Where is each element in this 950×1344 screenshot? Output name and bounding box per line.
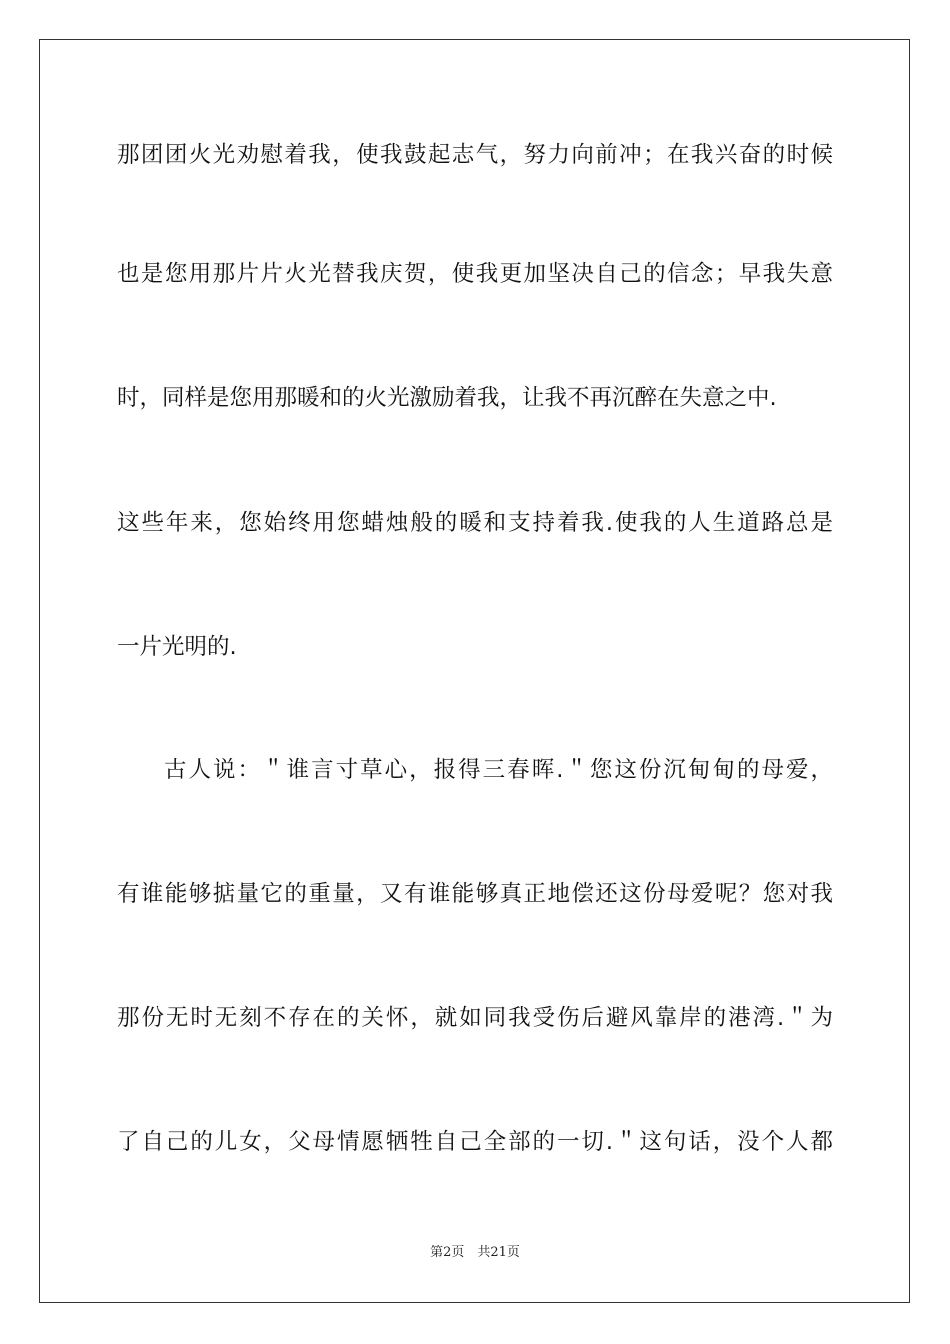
paragraph-start-line: 古人说：＂谁言寸草心，报得三春晖.＂您这份沉甸甸的母爱， [164, 757, 833, 783]
text-line-2: 也是您用那片片火光替我庆贺，使我更加坚决自己的信念；早我失意 [117, 261, 833, 287]
page-number-footer: 第2页 共21页 [430, 1245, 520, 1260]
text-line-4: 这些年来，您始终用您蜡烛般的暖和支持着我.使我的人生道路总是 [117, 510, 833, 536]
text-line-9: 了自己的儿女，父母情愿牺牲自己全部的一切.＂这句话，没个人都 [117, 1129, 833, 1155]
text-line-3: 时，同样是您用那暖和的火光激励着我，让我不再沉醉在失意之中. [117, 385, 777, 411]
page-frame [39, 39, 910, 1303]
text-line-1: 那团团火光劝慰着我，使我鼓起志气，努力向前冲；在我兴奋的时候 [117, 142, 833, 168]
text-line-7: 有谁能够掂量它的重量，又有谁能够真正地偿还这份母爱呢？您对我 [117, 881, 833, 907]
text-line-8: 那份无时无刻不存在的关怀，就如同我受伤后避风靠岸的港湾.＂为 [117, 1005, 833, 1031]
text-line-5: 一片光明的. [117, 634, 237, 660]
